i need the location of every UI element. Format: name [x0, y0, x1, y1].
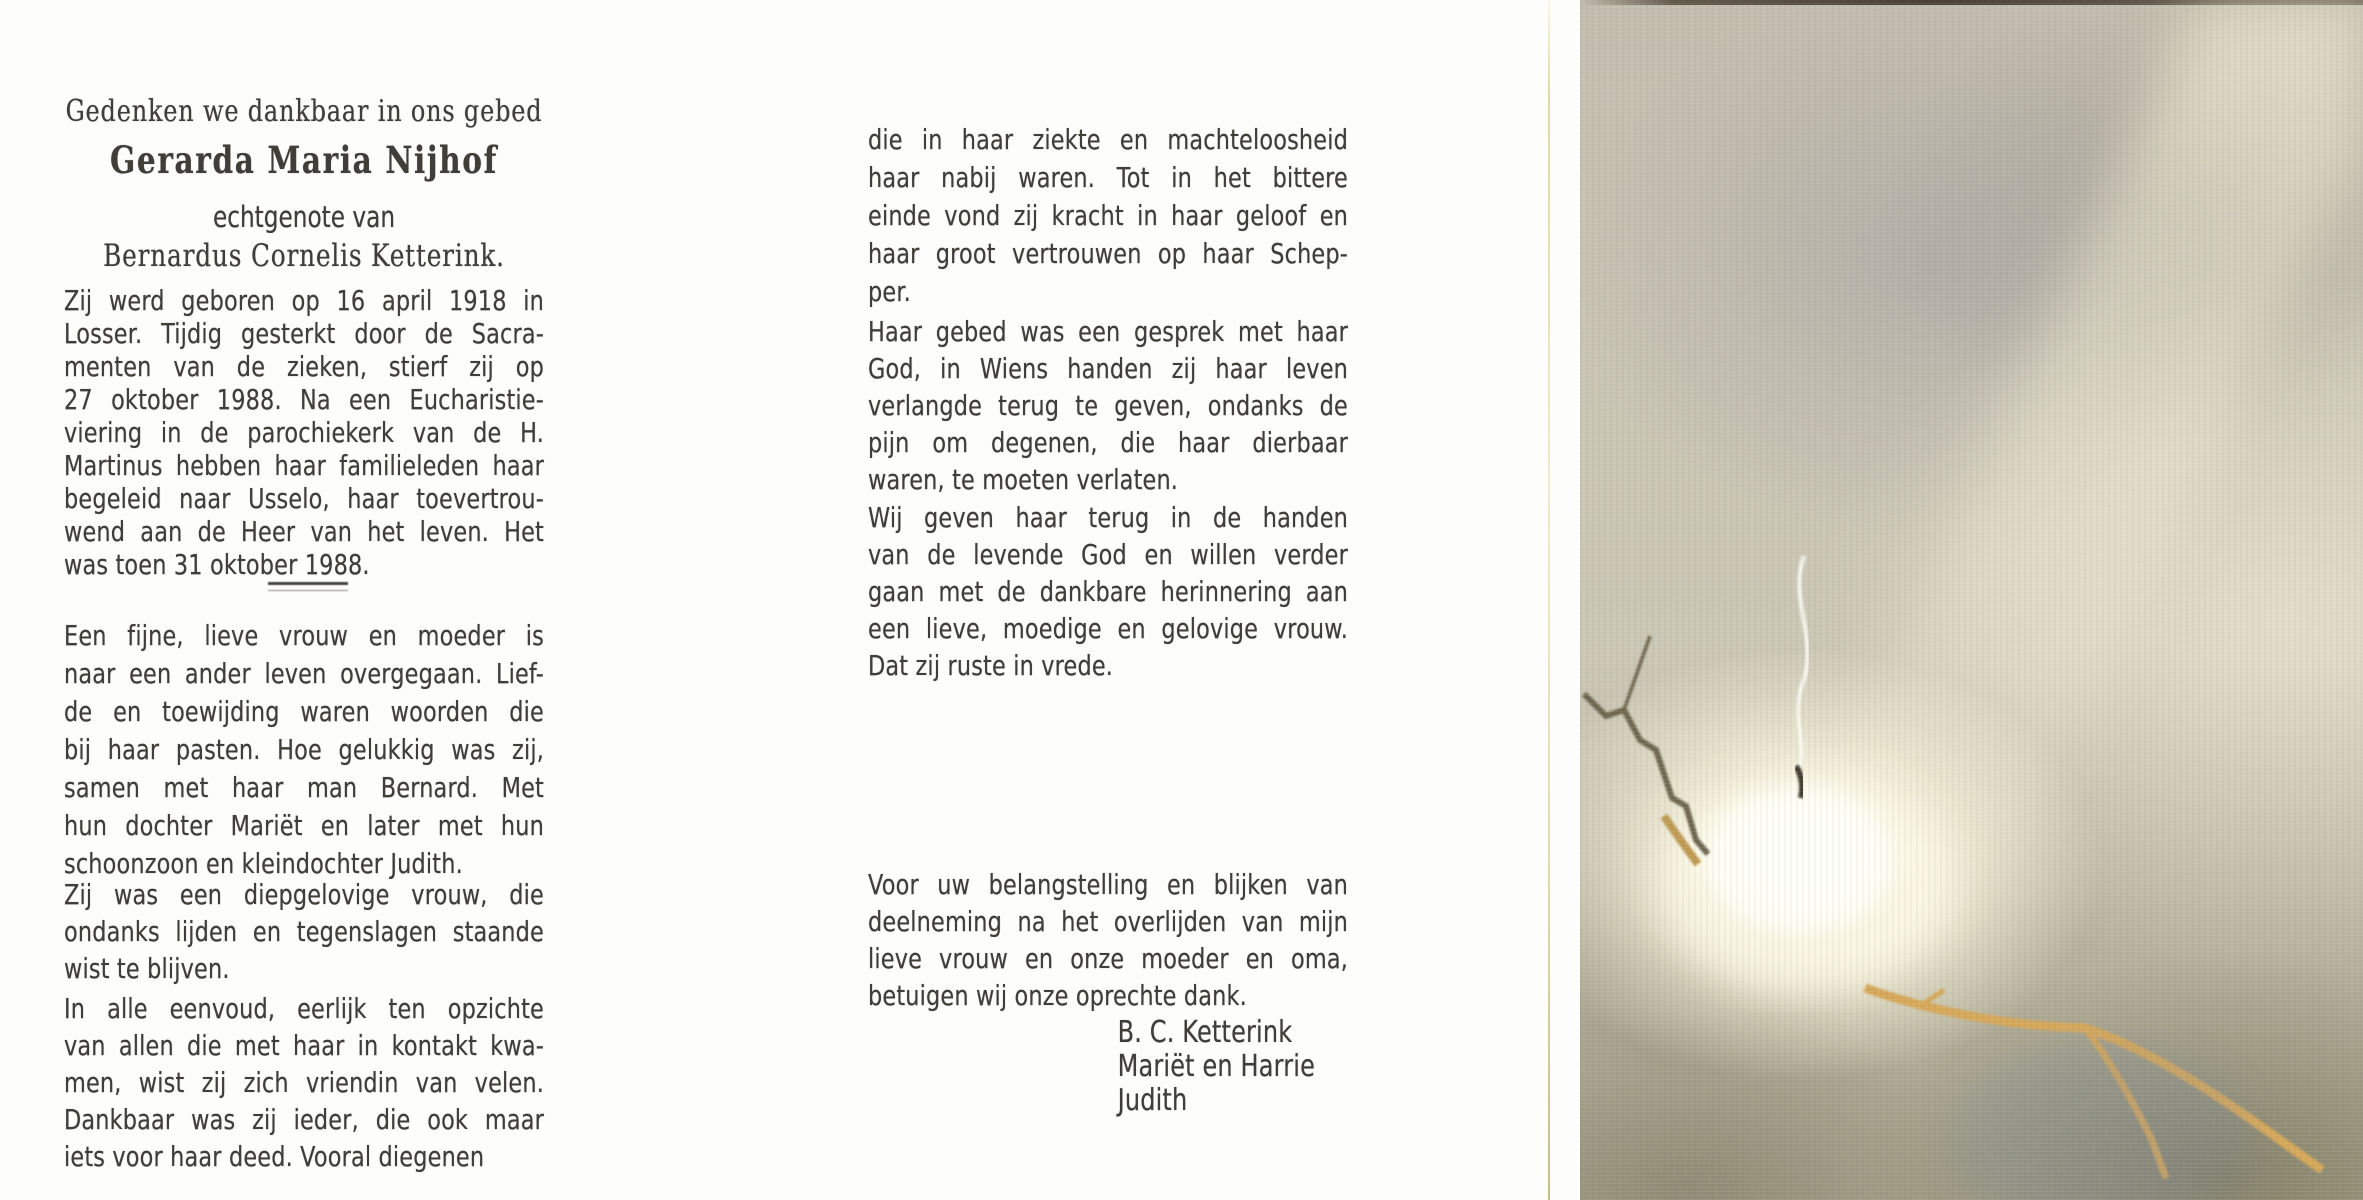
acknowledgement-text [868, 866, 1348, 1014]
text-column-right [868, 0, 1348, 1200]
text-column-left [64, 0, 544, 1200]
painting-artwork [1580, 0, 2363, 1200]
text-line: In alle eenvoud, eerlijk ten opzichte [64, 992, 544, 1025]
section-divider [268, 582, 348, 591]
text-line: naar een ander leven overgegaan. Lief- [64, 657, 544, 690]
obituary-paragraph-illness [868, 121, 1348, 311]
text-line: samen met haar man Bernard. Met [64, 771, 544, 804]
text-line: haar groot vertrouwen op haar Schep- [868, 237, 1348, 270]
spouse-name: Bernardus Cornelis Ketterink. [103, 238, 505, 274]
text-line: menten van de zieken, stierf zij op [64, 350, 544, 383]
text-line: bij haar pasten. Hoe gelukkig was zij, [64, 733, 544, 766]
text-line: Haar gebed was een gesprek met haar [868, 315, 1348, 348]
relation-line: echtgenote van [212, 200, 396, 234]
text-line: gaan met de dankbare herinnering aan [868, 575, 1348, 608]
text-line: Zij was een diepgelovige vrouw, die [64, 878, 544, 911]
text-line: was toen 31 oktober 1988. [64, 548, 370, 581]
text-line: een lieve, moedige en gelovige vrouw. [868, 612, 1348, 645]
text-line: viering in de parochiekerk van de H. [64, 416, 544, 449]
card-fold-line [1548, 0, 1550, 1200]
text-line: Martinus hebben haar familieleden haar [64, 449, 544, 482]
memorial-painting [1580, 0, 2363, 1200]
text-line: betuigen wij onze oprechte dank. [868, 979, 1247, 1012]
intro-line: Gedenken we dankbaar in ons gebed [65, 94, 543, 129]
text-line: B. C. Ketterink [1117, 1015, 1293, 1050]
candle [1655, 770, 1955, 990]
obituary-paragraph-character [64, 990, 544, 1175]
text-line: van allen die met haar in kontakt kwa- [64, 1029, 544, 1062]
text-line: iets voor haar deed. Vooral diegenen [64, 1140, 485, 1173]
text-line: Voor uw belangstelling en blijken van [868, 868, 1348, 901]
text-line: verlangde terug te geven, ondanks de [868, 389, 1348, 422]
text-line: men, wist zij zich vriendin van velen. [64, 1066, 544, 1099]
text-line: haar nabij waren. Tot in het bittere [868, 161, 1348, 194]
text-line: pijn om degenen, die haar dierbaar [868, 426, 1348, 459]
text-line: Losser. Tijdig gesterkt door de Sacra- [64, 317, 544, 350]
text-line: deelneming na het overlijden van mijn [868, 905, 1348, 938]
text-line: de en toewijding waren woorden die [64, 695, 544, 728]
text-line: God, in Wiens handen zij haar leven [868, 352, 1348, 385]
obituary-paragraph-birth-death [64, 284, 544, 581]
obituary-paragraph-farewell [868, 499, 1348, 684]
text-line: 27 oktober 1988. Na een Eucharistie- [64, 383, 544, 416]
text-line: einde vond zij kracht in haar geloof en [868, 199, 1348, 232]
obituary-paragraph-family [64, 617, 544, 883]
text-line: wend aan de Heer van het leven. Het [64, 515, 544, 548]
text-line: ondanks lijden en tegenslagen staande [64, 915, 544, 948]
candle-smoke-wisp [1797, 556, 1808, 774]
text-line: Een fijne, lieve vrouw en moeder is [64, 619, 544, 652]
obituary-paragraph-prayer [868, 313, 1348, 498]
text-line: per. [868, 275, 911, 308]
text-line: die in haar ziekte en machteloosheid [868, 123, 1348, 156]
text-line: Mariët en Harrie [1117, 1049, 1316, 1084]
obituary-paragraph-faith [64, 876, 544, 987]
text-line: Judith [1117, 1083, 1188, 1118]
text-line: Zij werd geboren op 16 april 1918 in [64, 284, 544, 317]
text-line: schoonzoon en kleindochter Judith. [64, 847, 463, 880]
text-line: Dankbaar was zij ieder, die ook maar [64, 1103, 544, 1136]
text-line: begeleid naar Usselo, haar toevertrou- [64, 482, 544, 515]
signature-lines [1118, 1016, 1348, 1118]
blue-mist [1950, 1045, 2250, 1200]
text-line: waren, te moeten verlaten. [868, 463, 1179, 496]
text-line: wist te blijven. [64, 952, 230, 985]
text-line: lieve vrouw en onze moeder en oma, [868, 942, 1348, 975]
text-line: Wij geven haar terug in de handen [868, 501, 1348, 534]
text-line: Dat zij ruste in vrede. [868, 649, 1114, 682]
text-line: hun dochter Mariët en later met hun [64, 809, 544, 842]
text-line: van de levende God en willen verder [868, 538, 1348, 571]
deceased-name: Gerarda Maria Nijhof [110, 138, 498, 182]
